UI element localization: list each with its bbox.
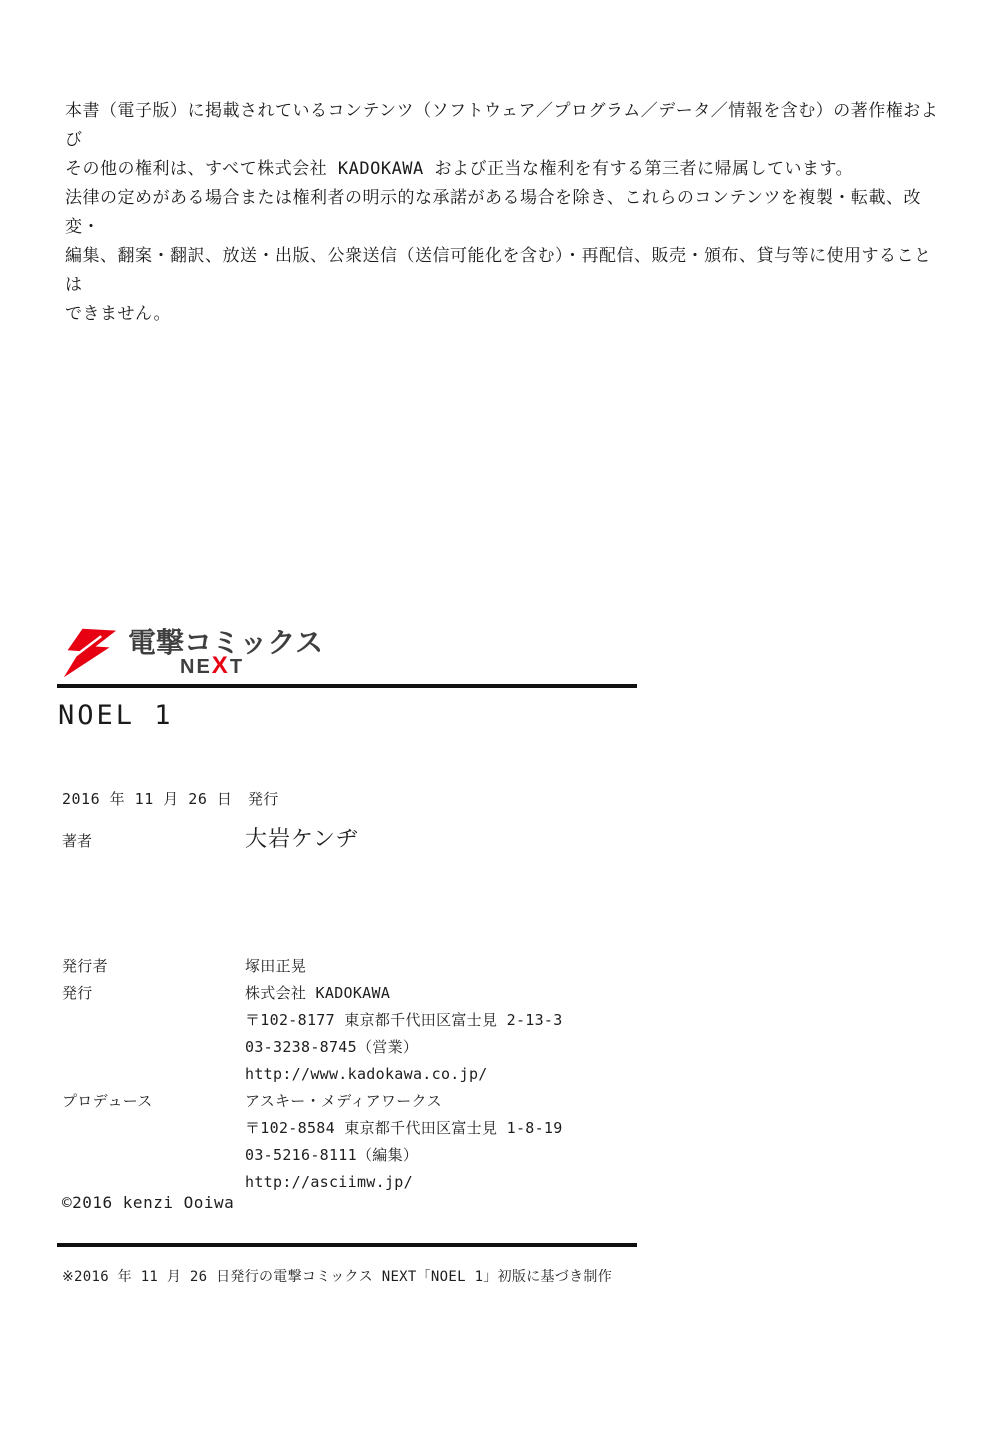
author-name: 大岩ケンヂ xyxy=(245,827,359,852)
colophon-label xyxy=(62,1034,245,1061)
imprint-logo-text xyxy=(128,628,323,678)
colophon-label: 発行 xyxy=(62,984,93,1002)
book-title: NOEL 1 xyxy=(58,700,174,731)
colophon-row xyxy=(62,953,822,980)
imprint-next-label xyxy=(180,652,323,679)
colophon-value: 〒102-8584 東京都千代田区富士見 1-8-19 xyxy=(245,1119,563,1137)
notice-line: その他の権利は、すべて株式会社 KADOKAWA および正当な権利を有する第三者に帰属しています。 xyxy=(65,159,854,179)
author-label: 著者 xyxy=(62,832,93,850)
colophon-row xyxy=(62,1034,822,1061)
colophon-value: 塚田正晃 xyxy=(245,957,307,975)
imprint-series-name: 電撃コミックス xyxy=(128,627,324,658)
divider-rule-top xyxy=(57,684,637,688)
colophon-label xyxy=(62,1061,245,1088)
colophon-value: http://www.kadokawa.co.jp/ xyxy=(245,1065,488,1083)
author-row xyxy=(62,822,359,853)
edition-footnote: ※2016 年 11 月 26 日発行の電撃コミックス NEXT「NOEL 1」初版に基づき制作 xyxy=(62,1269,612,1285)
colophon-rows xyxy=(62,953,822,1196)
copyright-line: ©2016 kenzi Ooiwa xyxy=(62,1193,235,1212)
colophon-value: http://asciimw.jp/ xyxy=(245,1173,413,1191)
imprint-logo xyxy=(62,626,323,680)
divider-rule-bottom xyxy=(57,1243,637,1247)
colophon-value: 03-3238-8745（営業） xyxy=(245,1038,419,1056)
colophon-label xyxy=(62,1142,245,1169)
colophon-value: アスキー・メディアワークス xyxy=(245,1092,442,1110)
colophon-row xyxy=(62,980,822,1007)
colophon-row xyxy=(62,1007,822,1034)
notice-line: 編集、翻案・翻訳、放送・出版、公衆送信（送信可能化を含む）・再配信、販売・頒布、貸与等に使用することは xyxy=(65,246,932,295)
next-x: X xyxy=(211,652,230,679)
colophon-label: 発行者 xyxy=(62,957,108,975)
colophon-label xyxy=(62,1169,245,1196)
colophon-label xyxy=(62,1115,245,1142)
colophon-value: 株式会社 KADOKAWA xyxy=(245,984,391,1002)
colophon-label: プロデュース xyxy=(62,1092,153,1110)
colophon-label xyxy=(62,1007,245,1034)
issue-date: 2016 年 11 月 26 日 発行 xyxy=(62,790,279,808)
notice-line: 本書（電子版）に掲載されているコンテンツ（ソフトウェア／プログラム／データ／情報を含む）の著作権および xyxy=(65,101,939,150)
colophon-value: 03-5216-8111（編集） xyxy=(245,1146,419,1164)
notice-line: 法律の定めがある場合または権利者の明示的な承諾がある場合を除き、これらのコンテンツを複製・転載、改変・ xyxy=(65,188,921,237)
colophon-value: 〒102-8177 東京都千代田区富士見 2-13-3 xyxy=(245,1011,563,1029)
copyright-notice xyxy=(65,97,945,329)
colophon-row xyxy=(62,1115,822,1142)
next-pre: NE xyxy=(180,656,212,678)
next-post: T xyxy=(229,656,245,678)
notice-line: できません。 xyxy=(65,304,172,324)
colophon-row xyxy=(62,1142,822,1169)
colophon-row xyxy=(62,1088,822,1115)
colophon-row xyxy=(62,1169,822,1196)
colophon-row xyxy=(62,1061,822,1088)
lightning-bolt-icon xyxy=(62,626,118,680)
